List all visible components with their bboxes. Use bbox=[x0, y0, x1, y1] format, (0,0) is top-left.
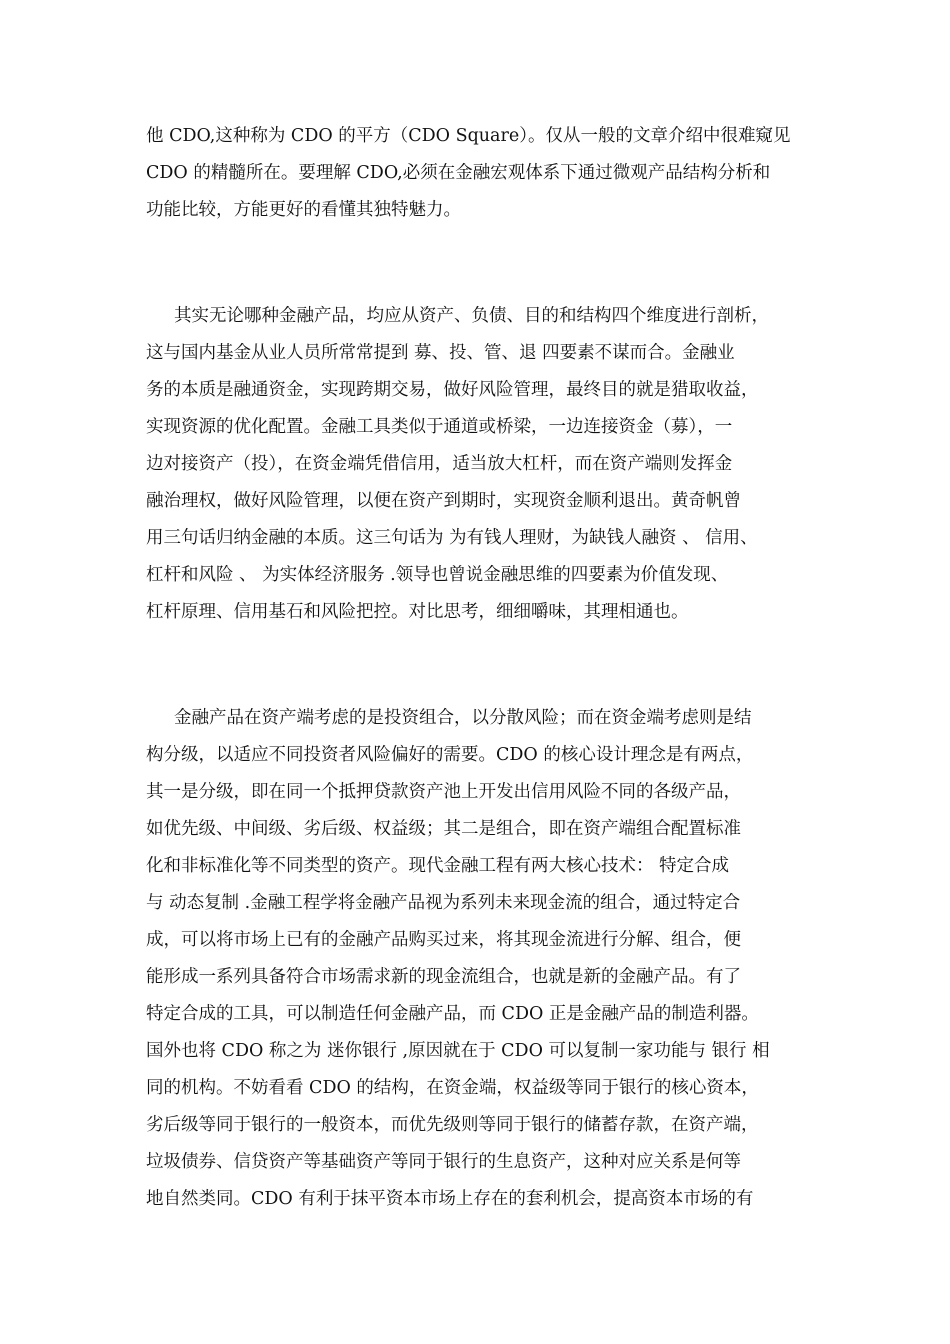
text-line: 地自然类同。CDO 有利于抹平资本市场上存在的套利机会，提高资本市场的有 bbox=[146, 1189, 754, 1209]
text-line: 垃圾债券、信贷资产等基础资产等同于银行的生息资产，这种对应关系是何等 bbox=[146, 1152, 741, 1172]
text-line: 他 CDO,这种称为 CDO 的平方（CDO Square）。仅从一般的文章介绍中很难窥见 bbox=[146, 126, 791, 146]
paragraph-1 bbox=[146, 118, 826, 229]
text-line: 同的机构。不妨看看 CDO 的结构，在资金端，权益级等同于银行的核心资本， bbox=[146, 1078, 759, 1098]
text-line: 其一是分级，即在同一个抵押贷款资产池上开发出信用风险不同的各级产品， bbox=[146, 782, 741, 802]
text-line: 化和非标准化等不同类型的资产。现代金融工程有两大核心技术： 特定合成 bbox=[146, 856, 730, 876]
text-line: 能形成一系列具备符合市场需求新的现金流组合，也就是新的金融产品。有了 bbox=[146, 967, 741, 987]
text-line: 边对接资产（投），在资金端凭借信用，适当放大杠杆，而在资产端则发挥金 bbox=[146, 454, 733, 474]
text-line: 这与国内基金从业人员所常常提到 募、投、管、退 四要素不谋而合。金融业 bbox=[146, 343, 735, 363]
text-line: 融治理权，做好风险管理，以便在资产到期时，实现资金顺利退出。黄奇帆曾 bbox=[146, 491, 741, 511]
text-line: 特定合成的工具，可以制造任何金融产品，而 CDO 正是金融产品的制造利器。 bbox=[146, 1004, 759, 1024]
text-line: 杠杆原理、信用基石和风险把控。对比思考，细细嚼味，其理相通也。 bbox=[146, 602, 689, 622]
text-line: 其实无论哪种金融产品，均应从资产、负债、目的和结构四个维度进行剖析， bbox=[174, 306, 769, 326]
text-line: 金融产品在资产端考虑的是投资组合，以分散风险；而在资金端考虑则是结 bbox=[174, 708, 752, 728]
text-line: 国外也将 CDO 称之为 迷你银行 ,原因就在于 CDO 可以复制一家功能与 银行 相 bbox=[146, 1041, 770, 1061]
text-line: 构分级，以适应不同投资者风险偏好的需要。CDO 的核心设计理念是有两点， bbox=[146, 745, 754, 765]
text-line: 实现资源的优化配置。金融工具类似于通道或桥梁，一边连接资金（募），一 bbox=[146, 417, 733, 437]
paragraph-3 bbox=[146, 700, 826, 1218]
text-line: 务的本质是融通资金，实现跨期交易，做好风险管理，最终目的就是猎取收益， bbox=[146, 380, 759, 400]
text-line: 如优先级、中间级、劣后级、权益级；其二是组合，即在资产端组合配置标准 bbox=[146, 819, 741, 839]
paragraph-2 bbox=[146, 298, 826, 631]
text-line: 功能比较，方能更好的看懂其独特魅力。 bbox=[146, 200, 461, 220]
text-line: 用三句话归纳金融的本质。这三句话为 为有钱人理财，为缺钱人融资 、 信用、 bbox=[146, 528, 758, 548]
text-line: CDO 的精髓所在。要理解 CDO,必须在金融宏观体系下通过微观产品结构分析和 bbox=[146, 163, 771, 183]
text-line: 与 动态复制 .金融工程学将金融产品视为系列未来现金流的组合，通过特定合 bbox=[146, 893, 741, 913]
text-line: 成，可以将市场上已有的金融产品购买过来，将其现金流进行分解、组合，便 bbox=[146, 930, 741, 950]
text-line: 杠杆和风险 、 为实体经济服务 .领导也曾说金融思维的四要素为价值发现、 bbox=[146, 565, 729, 585]
text-line: 劣后级等同于银行的一般资本，而优先级则等同于银行的储蓄存款，在资产端， bbox=[146, 1115, 759, 1135]
